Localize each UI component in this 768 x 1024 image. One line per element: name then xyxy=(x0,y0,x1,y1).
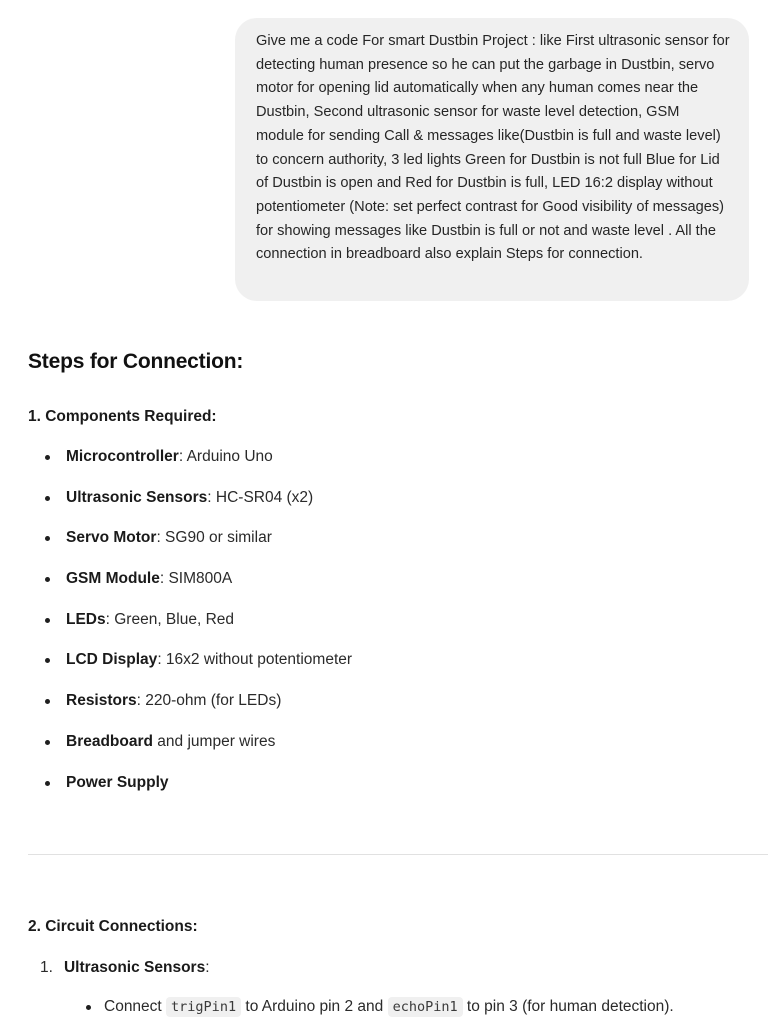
sub-item-label: Ultrasonic Sensors xyxy=(63,959,206,976)
user-message-text: Give me a code For smart Dustbin Project : like First ultrasonic sensor for detecting human presence so he can put the garbage in Dustbin, servo motor for opening lid automatically when any human comes near the Dustbin, Second ultrasonic sensor for waste level detection, GSM module for sending Call & messages like(Dustbin is full and waste level) to concern authority, 3 led lights Green for Dustbin is not full Blue for Lid of Dustbin is open and Red for Dustbin is full, LED 16:2 display without potentiometer (Note: set perfect contrast for Good visibility of messages) for showing messages like Dustbin is full or not and waste level . All the connection in breadboard also explain Steps for connection. xyxy=(256,33,730,263)
bullet xyxy=(45,618,50,623)
component-name: Resistors xyxy=(66,692,137,710)
list-item xyxy=(0,772,352,813)
component-name: GSM Module xyxy=(66,570,160,588)
bullet xyxy=(45,740,50,745)
connection-prefix: Connect xyxy=(104,998,167,1015)
list-item xyxy=(0,446,352,487)
sub-item-number: 1. xyxy=(40,959,53,976)
bullet xyxy=(86,1005,91,1010)
component-name: Ultrasonic Sensors xyxy=(66,488,208,506)
component-detail: and jumper wires xyxy=(153,732,276,750)
bullet xyxy=(45,455,50,460)
bullet xyxy=(45,781,50,786)
components-list xyxy=(0,446,352,812)
bullet xyxy=(45,496,50,501)
user-message-bubble xyxy=(235,18,749,301)
component-detail: : 220-ohm (for LEDs) xyxy=(136,692,282,710)
bullet xyxy=(45,699,50,704)
component-detail: : HC-SR04 (x2) xyxy=(207,488,314,506)
list-item xyxy=(0,609,352,650)
bullet xyxy=(45,577,50,582)
list-item xyxy=(0,527,352,568)
bullet xyxy=(45,658,50,663)
list-item xyxy=(0,568,352,609)
component-detail: : SIM800A xyxy=(159,570,233,588)
sub-item-ultrasonic xyxy=(40,957,210,979)
code-trigpin1: trigPin1 xyxy=(166,997,241,1017)
list-item xyxy=(0,690,352,731)
component-name: LEDs xyxy=(66,610,106,628)
list-item xyxy=(0,731,352,772)
sub-item-suffix: : xyxy=(205,959,210,976)
component-detail: : Green, Blue, Red xyxy=(105,610,234,628)
connection-suffix: to pin 3 (for human detection). xyxy=(462,998,674,1015)
bullet xyxy=(45,536,50,541)
component-detail: : SG90 or similar xyxy=(156,529,272,547)
list-item xyxy=(0,649,352,690)
component-name: Power Supply xyxy=(66,773,169,791)
code-echopin1: echoPin1 xyxy=(388,997,463,1017)
divider xyxy=(28,854,768,855)
connection-middle: to Arduino pin 2 and xyxy=(241,998,388,1015)
component-detail: : 16x2 without potentiometer xyxy=(157,651,353,669)
component-name: Microcontroller xyxy=(66,448,179,465)
section-title: Steps for Connection: xyxy=(28,350,244,373)
list-item xyxy=(0,487,352,528)
step-heading-circuit: 2. Circuit Connections: xyxy=(28,918,198,935)
component-name: Breadboard xyxy=(66,732,153,750)
component-name: LCD Display xyxy=(66,651,158,669)
component-detail: : Arduino Uno xyxy=(178,448,273,465)
component-name: Servo Motor xyxy=(66,529,157,547)
step-heading-components: 1. Components Required: xyxy=(28,408,217,425)
connection-item xyxy=(104,996,674,1018)
